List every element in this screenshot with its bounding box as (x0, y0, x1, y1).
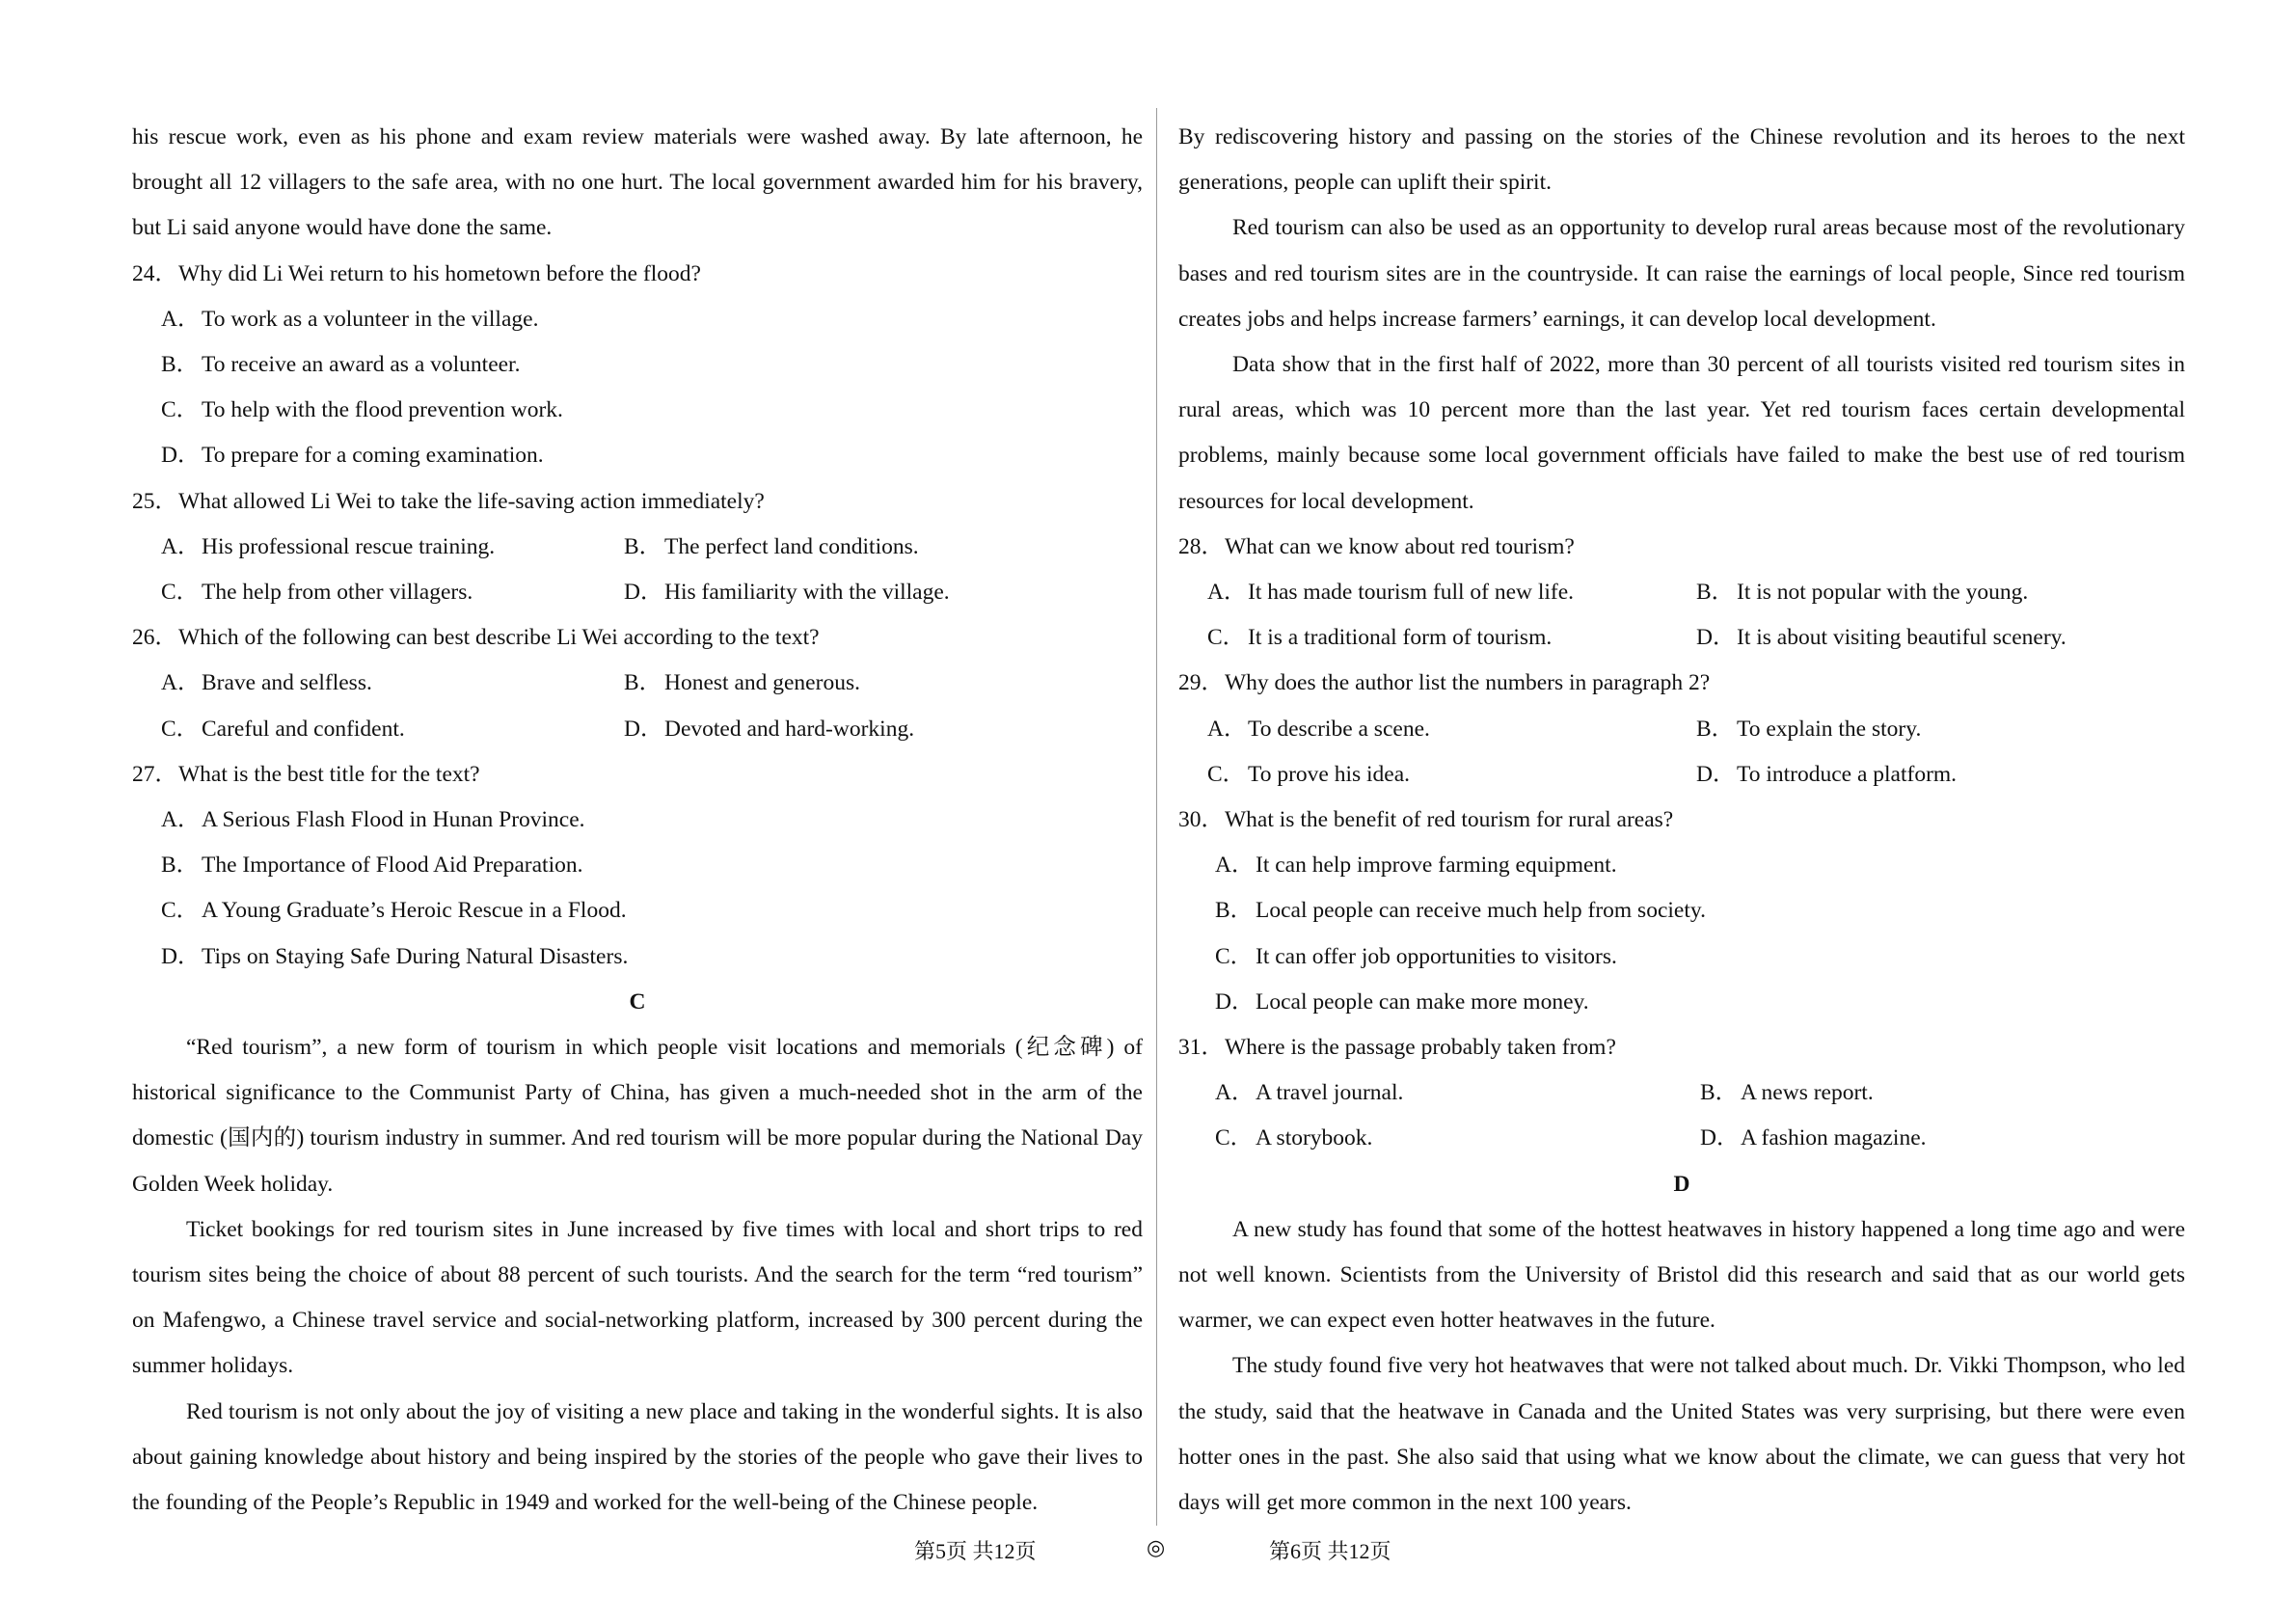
question-text: What can we know about red tourism? (1225, 533, 1575, 559)
option-25-c (161, 570, 624, 615)
option-31-a (1215, 1070, 1700, 1116)
option-29-b (1696, 707, 2185, 752)
section-heading-d: D (1673, 1171, 1690, 1197)
option-31-d (1700, 1116, 2185, 1161)
option-text: It is a traditional form of tourism. (1248, 625, 1553, 651)
question-number: 29． (1178, 670, 1224, 696)
question-26 (132, 615, 1143, 661)
option-text: Devoted and hard-working. (664, 716, 915, 742)
question-30 (1178, 798, 2185, 843)
question-27 (132, 752, 1143, 798)
option-30-b (1215, 888, 2185, 934)
option-letter: C． (161, 898, 200, 924)
options-row-25-cd (161, 570, 1143, 615)
option-29-c (1207, 752, 1696, 798)
option-text: It can help improve farming equipment. (1256, 853, 1617, 879)
option-text: To receive an award as a volunteer. (202, 352, 521, 378)
question-number: 27． (132, 761, 177, 787)
option-24-d (161, 433, 1143, 478)
question-29 (1178, 661, 2185, 706)
option-letter: B． (624, 533, 662, 559)
column-divider (1156, 108, 1157, 1526)
question-text: Why did Li Wei return to his hometown before the flood? (178, 260, 701, 286)
option-text: Honest and generous. (664, 670, 860, 696)
option-31-b (1700, 1070, 2185, 1116)
option-text: It has made tourism full of new life. (1248, 580, 1575, 606)
option-letter: A． (1215, 853, 1255, 879)
option-letter: D． (161, 943, 201, 969)
option-letter: A． (161, 533, 201, 559)
passage-c-paragraph-2: Ticket bookings for red tourism sites in June increased by five times with local and short trips to red tourism sites being the choice of about 88 percent of such tourists. And the search for the term “red tourism” on Mafengwo, a Chinese travel service and social-networking platform, increased by 300 percent during the summer holidays. (132, 1216, 1143, 1379)
question-number: 25． (132, 488, 177, 514)
option-letter: A． (161, 670, 201, 696)
passage-c-paragraph-1: “Red tourism”, a new form of tourism in which people visit locations and memorials (纪念碑) of historical significance to the Communist Party of China, has given a much-needed shot in the arm of the domestic (国内的) tourism industry in summer. And red tourism will be more popular during the National Day Golden Week holiday. (132, 1035, 1143, 1197)
option-letter: D． (1700, 1125, 1740, 1151)
options-row-28-ab (1207, 570, 2185, 615)
option-text: To help with the flood prevention work. (202, 397, 563, 423)
binding-mark-icon: ◎ (1147, 1535, 1166, 1559)
option-text: Careful and confident. (202, 716, 405, 742)
passage-c-paragraph-4: By rediscovering history and passing on the stories of the Chinese revolution and its heroes to the next generations, people can uplift their spirit. (1178, 124, 2185, 196)
passage-c-paragraph-6: Data show that in the first half of 2022, more than 30 percent of all tourists visited red tourism sites in rural areas, which was 10 percent more than the last year. Yet red tourism faces certain developmental problems, mainly because some local government officials have failed to make the best use of red tourism resources for local development. (1178, 352, 2185, 514)
option-letter: C． (161, 580, 200, 606)
passage-d-paragraph-1: A new study has found that some of the hottest heatwaves in history happened a long time ago and were not well known. Scientists from the University of Bristol did this research and said that as our world gets warmer, we can expect even hotter heatwaves in the future. (1178, 1216, 2185, 1334)
option-text: To describe a scene. (1248, 716, 1430, 742)
option-letter: C． (161, 716, 200, 742)
option-letter: B． (1696, 716, 1735, 742)
option-letter: B． (161, 352, 200, 378)
option-29-d (1696, 752, 2185, 798)
options-row-29-ab (1207, 707, 2185, 752)
options-row-31-ab (1215, 1070, 2185, 1116)
option-letter: B． (1700, 1080, 1739, 1106)
option-26-d (624, 707, 1087, 752)
question-number: 26． (132, 625, 177, 651)
question-text: What is the best title for the text? (178, 761, 480, 787)
option-text: It is about visiting beautiful scenery. (1737, 625, 2066, 651)
option-letter: C． (1207, 761, 1246, 787)
option-text: Local people can make more money. (1256, 988, 1589, 1015)
question-number: 28． (1178, 533, 1224, 559)
option-27-d (161, 934, 1143, 980)
option-text: A news report. (1741, 1080, 1874, 1106)
option-letter: C． (1215, 1125, 1254, 1151)
option-text: A Serious Flash Flood in Hunan Province. (202, 807, 585, 833)
option-31-c (1215, 1116, 1700, 1161)
passage-d-paragraph-2: The study found five very hot heatwaves that were not talked about much. Dr. Vikki Thompson, who led the study, said that the heatwave in Canada and the United States was very surprising, but there were even hotter ones in the past. She also said that using what we know about the climate, we can guess that very hot days will get more common in the next 100 years. (1178, 1353, 2185, 1516)
option-text: To introduce a platform. (1737, 761, 1958, 787)
option-text: The help from other villagers. (202, 580, 473, 606)
option-text: To work as a volunteer in the village. (202, 306, 539, 332)
option-letter: A． (1207, 580, 1247, 606)
option-30-d (1215, 980, 2185, 1025)
option-text: The perfect land conditions. (664, 533, 919, 559)
option-text: Local people can receive much help from society. (1256, 898, 1706, 924)
option-text: His professional rescue training. (202, 533, 496, 559)
option-24-b (161, 342, 1143, 388)
option-text: To explain the story. (1737, 716, 1922, 742)
option-26-b (624, 661, 1087, 706)
option-letter: B． (624, 670, 662, 696)
option-28-b (1696, 570, 2185, 615)
right-page-number: 第6页 共12页 (1269, 1539, 1391, 1563)
option-letter: D． (1696, 761, 1736, 787)
option-29-a (1207, 707, 1696, 752)
question-text: Why does the author list the numbers in paragraph 2? (1225, 670, 1711, 696)
option-text: A travel journal. (1256, 1080, 1404, 1106)
option-letter: D． (1215, 988, 1255, 1015)
option-text: To prove his idea. (1248, 761, 1411, 787)
option-27-a (161, 798, 1143, 843)
right-column (1178, 115, 2185, 1526)
question-number: 24． (132, 260, 177, 286)
options-row-29-cd (1207, 752, 2185, 798)
options-row-26-ab (161, 661, 1143, 706)
option-30-c (1215, 934, 2185, 980)
options-row-26-cd (161, 707, 1143, 752)
question-text: What is the benefit of red tourism for rural areas? (1225, 807, 1674, 833)
option-letter: C． (1215, 943, 1254, 969)
option-letter: B． (161, 853, 200, 879)
page-footer (0, 1535, 2296, 1574)
option-letter: A． (1207, 716, 1247, 742)
option-24-c (161, 388, 1143, 433)
question-number: 30． (1178, 807, 1224, 833)
option-28-a (1207, 570, 1696, 615)
option-text: The Importance of Flood Aid Preparation. (202, 853, 583, 879)
question-28 (1178, 525, 2185, 570)
passage-c-paragraph-5: Red tourism can also be used as an opportunity to develop rural areas because most of the revolutionary bases and red tourism sites are in the countryside. It can raise the earnings of local people, Since red tourism creates jobs and helps increase farmers’ earnings, it can develop local development. (1178, 215, 2185, 332)
passage-c-paragraph-3: Red tourism is not only about the joy of visiting a new place and taking in the wonderful sights. It is also about gaining knowledge about history and being inspired by the stories of the people who gave their lives to the founding of the People’s Republic in 1949 and worked for the well-being of the Chinese people. (132, 1398, 1143, 1516)
question-31 (1178, 1025, 2185, 1070)
option-letter: D． (1696, 625, 1736, 651)
question-24 (132, 252, 1143, 297)
option-27-c (161, 888, 1143, 934)
option-letter: C． (1207, 625, 1246, 651)
options-row-31-cd (1215, 1116, 2185, 1161)
options-row-28-cd (1207, 615, 2185, 661)
option-letter: D． (161, 443, 201, 469)
option-28-d (1696, 615, 2185, 661)
option-text: To prepare for a coming examination. (202, 443, 544, 469)
question-25 (132, 479, 1143, 525)
option-text: It is not popular with the young. (1737, 580, 2029, 606)
option-text: A fashion magazine. (1741, 1125, 1927, 1151)
option-text: It can offer job opportunities to visitors. (1256, 943, 1617, 969)
option-letter: D． (624, 716, 663, 742)
option-text: A storybook. (1256, 1125, 1373, 1151)
option-25-d (624, 570, 1087, 615)
option-text: His familiarity with the village. (664, 580, 950, 606)
option-letter: A． (161, 306, 201, 332)
option-26-a (161, 661, 624, 706)
option-letter: C． (161, 397, 200, 423)
option-letter: A． (161, 807, 201, 833)
question-number: 31． (1178, 1035, 1224, 1061)
option-letter: D． (624, 580, 663, 606)
option-letter: B． (1696, 580, 1735, 606)
option-26-c (161, 707, 624, 752)
left-column (132, 115, 1143, 1526)
option-27-b (161, 843, 1143, 888)
option-text: Tips on Staying Safe During Natural Disasters. (202, 943, 629, 969)
question-text: Where is the passage probably taken from? (1225, 1035, 1616, 1061)
question-text: What allowed Li Wei to take the life-saving action immediately? (178, 488, 765, 514)
option-letter: A． (1215, 1080, 1255, 1106)
option-30-a (1215, 843, 2185, 888)
section-heading-c: C (629, 988, 646, 1015)
options-row-25-ab (161, 525, 1143, 570)
option-text: A Young Graduate’s Heroic Rescue in a Flood. (202, 898, 627, 924)
option-28-c (1207, 615, 1696, 661)
option-24-a (161, 297, 1143, 342)
question-text: Which of the following can best describe Li Wei according to the text? (178, 625, 820, 651)
option-25-a (161, 525, 624, 570)
option-25-b (624, 525, 1087, 570)
option-text: Brave and selfless. (202, 670, 372, 696)
option-letter: B． (1215, 898, 1254, 924)
passage-b-ending: his rescue work, even as his phone and exam review materials were washed away. By late afternoon, he brought all 12 villagers to the safe area, with no one hurt. The local government awarded him for his bravery, but Li said anyone would have done the same. (132, 124, 1143, 241)
left-page-number: 第5页 共12页 (914, 1539, 1037, 1563)
